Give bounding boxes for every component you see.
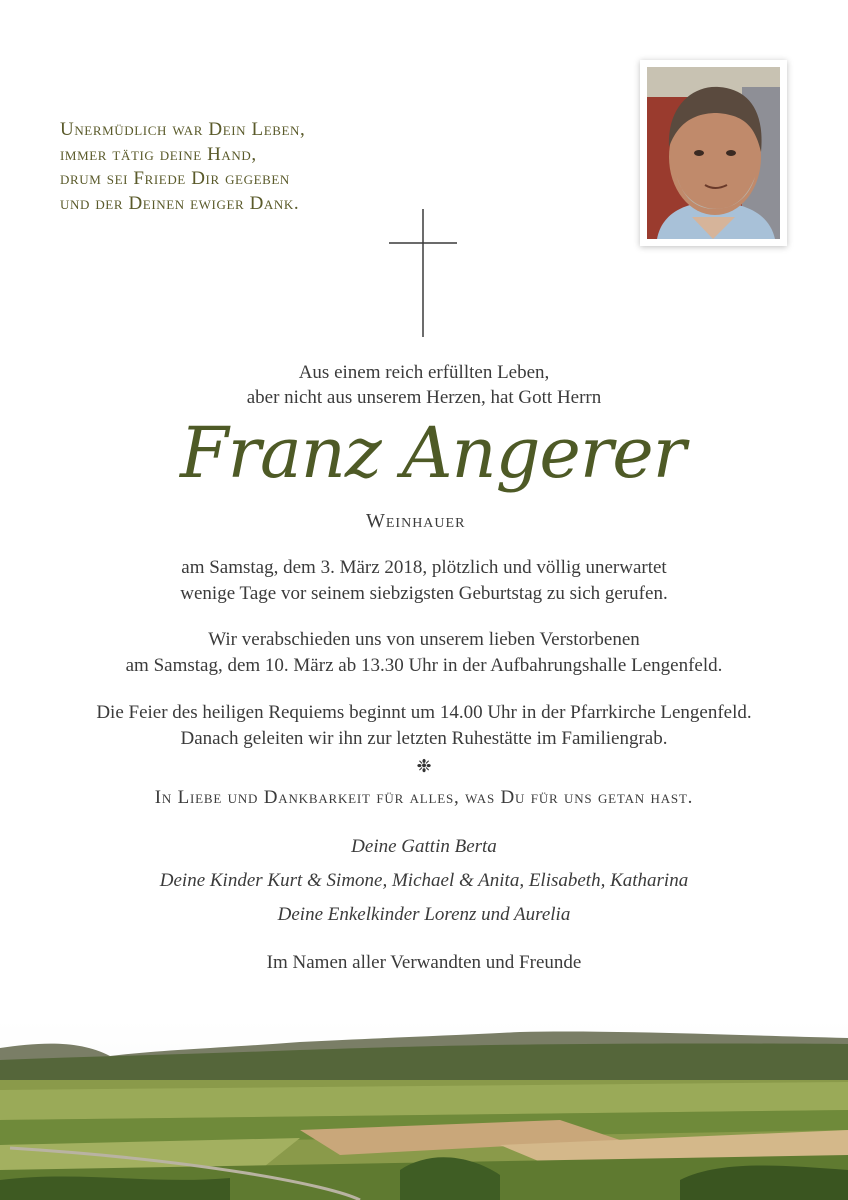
- farewell-line: am Samstag, dem 10. März ab 13.30 Uhr in der Aufbahrungshalle Lengenfeld.: [125, 655, 723, 676]
- death-announcement: [0, 555, 848, 607]
- farewell-line: Wir verabschieden uns von unserem lieben Verstorbenen: [208, 629, 640, 650]
- portrait-photo: [640, 60, 787, 246]
- intro-line: Aus einem reich erfüllten Leben,: [298, 362, 550, 383]
- intro-text: [0, 360, 848, 410]
- deceased-name: Franz Angerer: [180, 412, 686, 494]
- family-grandchildren: Deine Enkelkinder Lorenz und Aurelia: [277, 904, 571, 925]
- portrait-image: [647, 67, 780, 239]
- requiem-line: Die Feier des heiligen Requiems beginnt um 14.00 Uhr in der Pfarrkirche Lengenfeld.: [96, 702, 752, 723]
- vineyard-landscape-image: [0, 1020, 848, 1200]
- requiem-info: [0, 700, 848, 752]
- ornament-icon: ❉: [416, 756, 432, 776]
- family-wife: Deine Gattin Berta: [351, 836, 497, 857]
- farewell-info: [0, 627, 848, 679]
- death-line: wenige Tage vor seinem siebzigsten Geburtstag zu sich gerufen.: [180, 583, 668, 604]
- poem-line: immer tätig deine Hand,: [60, 143, 257, 165]
- gratitude-line: In Liebe und Dankbarkeit für alles, was Du für uns getan hast.: [154, 787, 694, 808]
- poem-line: Unermüdlich war Dein Leben,: [60, 119, 306, 140]
- poem-line: und der Deinen ewiger Dank.: [60, 192, 300, 214]
- memorial-poem: [60, 118, 305, 216]
- poem-line: drum sei Friede Dir gegeben: [60, 168, 290, 189]
- closing-line: Im Namen aller Verwandten und Freunde: [266, 952, 582, 973]
- family-children: Deine Kinder Kurt & Simone, Michael & Anita, Elisabeth, Katharina: [159, 870, 689, 891]
- cross-icon: [388, 209, 458, 339]
- deceased-profession: Weinhauer: [366, 510, 466, 532]
- requiem-line: Danach geleiten wir ihn zur letzten Ruhestätte im Familiengrab.: [180, 728, 668, 749]
- intro-line: aber nicht aus unserem Herzen, hat Gott Herrn: [246, 387, 602, 408]
- death-line: am Samstag, dem 3. März 2018, plötzlich und völlig unerwartet: [181, 557, 667, 578]
